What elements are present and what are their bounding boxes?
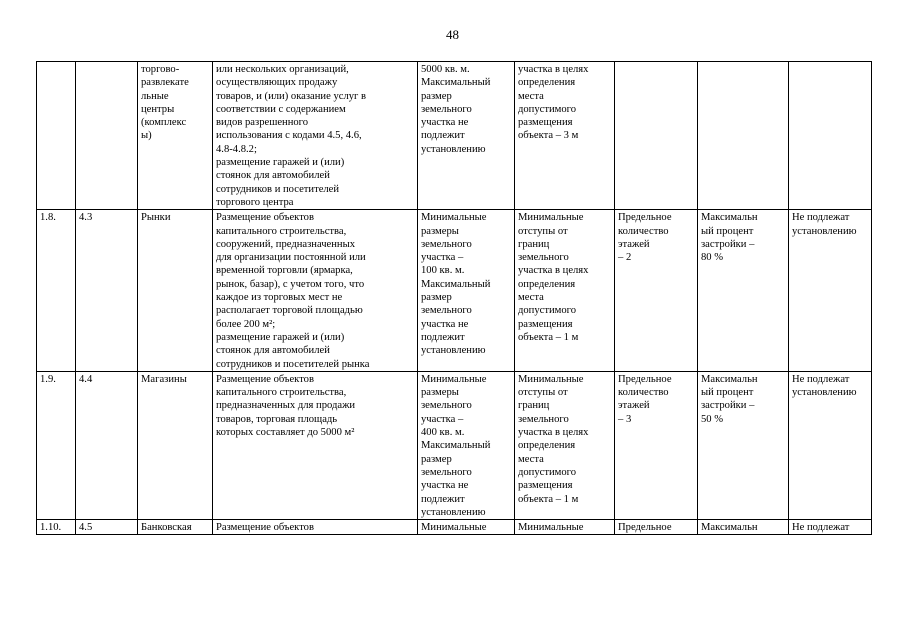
cell-text-line: Максимальн xyxy=(701,522,758,534)
cell-text-line: видов разрешенного xyxy=(216,117,309,129)
cell-text-line: земельного xyxy=(421,400,472,412)
cell-text-line: места xyxy=(518,90,544,102)
cell-text-line: 1.9. xyxy=(40,373,56,385)
cell-text-line: земельного xyxy=(421,238,472,250)
other-parameters-cell xyxy=(789,520,872,535)
use-name-cell xyxy=(138,62,213,210)
cell-text-line: торгово- xyxy=(141,64,180,75)
cell-text-line: 1.10. xyxy=(40,522,62,534)
cell-text-line: предназначенных для продажи xyxy=(216,400,356,412)
cell-text-line: Предельное xyxy=(618,522,672,534)
cell-text-line: участка – xyxy=(421,413,464,425)
coverage-percent-cell xyxy=(698,371,789,519)
cell-text-line: установлению xyxy=(421,143,486,155)
use-code-cell xyxy=(76,62,138,210)
cell-text-line: объекта – 1 м xyxy=(518,493,579,505)
cell-text-line: участка в целях xyxy=(518,427,589,439)
cell-text-line: Не подлежат xyxy=(792,522,850,534)
cell-text-line: застройки – xyxy=(701,238,755,250)
cell-text-line: объекта – 1 м xyxy=(518,331,579,343)
cell-text-line: Минимальные xyxy=(518,373,584,385)
cell-text-line: определения xyxy=(518,77,576,89)
cell-text-line: земельного xyxy=(421,466,472,478)
cell-text-line: Предельное xyxy=(618,373,672,385)
table-row xyxy=(37,520,872,535)
cell-text-line: – 2 xyxy=(618,252,632,264)
page-number: 48 xyxy=(446,27,459,42)
cell-text-line: капитального строительства, xyxy=(216,387,347,399)
use-code-cell xyxy=(76,520,138,535)
cell-text-line: Максимальный xyxy=(421,440,491,452)
cell-text-line: или нескольких организаций, xyxy=(216,64,349,75)
cell-text-line: 4.8-4.8.2; xyxy=(216,143,257,155)
cell-text-line: места xyxy=(518,292,544,304)
setback-cell xyxy=(515,210,615,372)
cell-text-line: участка не xyxy=(421,318,469,330)
row-number-cell xyxy=(37,62,76,210)
cell-text-line: Размещение объектов xyxy=(216,373,314,385)
cell-text-line: установлению xyxy=(792,225,857,237)
cell-text-line: Минимальные xyxy=(518,212,584,224)
cell-text-line: 4.5 xyxy=(79,522,93,534)
cell-text-line: сооружений, предназначенных xyxy=(216,238,356,250)
cell-text-line: Максимальн xyxy=(701,373,758,385)
cell-text-line: – 3 xyxy=(618,413,632,425)
cell-text-line: отступы от xyxy=(518,225,568,237)
cell-text-line: 400 кв. м. xyxy=(421,427,465,439)
cell-text-line: размеры xyxy=(421,225,459,237)
cell-text-line: Не подлежат xyxy=(792,373,850,385)
cell-text-line: допустимого xyxy=(518,466,577,478)
cell-text-line: земельного xyxy=(518,252,569,264)
cell-text-line: которых составляет до 5000 м² xyxy=(216,427,355,439)
cell-text-line: участка не xyxy=(421,117,469,129)
cell-text-line: установлению xyxy=(421,345,486,357)
cell-text-line: объекта – 3 м xyxy=(518,130,579,142)
cell-text-line: этажей xyxy=(618,238,650,250)
plot-size-cell xyxy=(418,371,515,519)
cell-text-line: допустимого xyxy=(518,305,577,317)
cell-text-line: Минимальные xyxy=(518,522,584,534)
cell-text-line: участка в целях xyxy=(518,64,589,75)
coverage-percent-cell xyxy=(698,520,789,535)
cell-text-line: количество xyxy=(618,225,669,237)
use-description-cell xyxy=(213,371,418,519)
cell-text-line: каждое из торговых мест не xyxy=(216,292,343,304)
cell-text-line: 100 кв. м. xyxy=(421,265,465,277)
cell-text-line: земельного xyxy=(421,305,472,317)
cell-text-line: Предельное xyxy=(618,212,672,224)
cell-text-line: 50 % xyxy=(701,413,724,425)
cell-text-line: Не подлежат xyxy=(792,212,850,224)
cell-text-line: сотрудников и посетителей xyxy=(216,183,340,195)
use-name-cell xyxy=(138,371,213,519)
cell-text-line: временной торговли (ярмарка, xyxy=(216,265,353,277)
cell-text-line: стоянок для автомобилей xyxy=(216,170,330,182)
cell-text-line: подлежит xyxy=(421,130,465,142)
cell-text-line: границ xyxy=(518,238,550,250)
cell-text-line: использования с кодами 4.5, 4.6, xyxy=(216,130,362,142)
use-name-cell xyxy=(138,520,213,535)
cell-text-line: размещения xyxy=(518,117,573,129)
use-description-cell xyxy=(213,62,418,210)
cell-text-line: подлежит xyxy=(421,493,465,505)
other-parameters-cell xyxy=(789,62,872,210)
setback-cell xyxy=(515,520,615,535)
cell-text-line: развлекате xyxy=(141,77,189,89)
cell-text-line: 4.3 xyxy=(79,212,93,224)
use-code-cell xyxy=(76,371,138,519)
cell-text-line: Максимальный xyxy=(421,278,491,290)
cell-text-line: определения xyxy=(518,440,576,452)
cell-text-line: земельного xyxy=(421,103,472,115)
cell-text-line: Рынки xyxy=(141,212,171,224)
row-number-cell xyxy=(37,520,76,535)
cell-text-line: рынок, базар), с учетом того, что xyxy=(216,278,365,290)
cell-text-line: (комплекс xyxy=(141,117,187,129)
cell-text-line: земельного xyxy=(518,413,569,425)
cell-text-line: Банковская xyxy=(141,522,192,534)
cell-text-line: Минимальные xyxy=(421,373,487,385)
cell-text-line: ый процент xyxy=(701,387,754,399)
cell-text-line: ы) xyxy=(141,130,152,142)
cell-text-line: ый процент xyxy=(701,225,754,237)
other-parameters-cell xyxy=(789,371,872,519)
cell-text-line: застройки – xyxy=(701,400,755,412)
cell-text-line: размещение гаражей и (или) xyxy=(216,157,345,169)
cell-text-line: капитального строительства, xyxy=(216,225,347,237)
row-number-cell xyxy=(37,210,76,372)
cell-text-line: места xyxy=(518,453,544,465)
cell-text-line: центры xyxy=(141,103,175,115)
cell-text-line: Максимальн xyxy=(701,212,758,224)
setback-cell xyxy=(515,371,615,519)
cell-text-line: 1.8. xyxy=(40,212,56,224)
cell-text-line: стоянок для автомобилей xyxy=(216,345,330,357)
cell-text-line: количество xyxy=(618,387,669,399)
cell-text-line: Максимальный xyxy=(421,77,491,89)
cell-text-line: 5000 кв. м. xyxy=(421,64,470,75)
cell-text-line: Магазины xyxy=(141,373,187,385)
plot-size-cell xyxy=(418,210,515,372)
cell-text-line: размещение гаражей и (или) xyxy=(216,331,345,343)
row-number-cell xyxy=(37,371,76,519)
floors-limit-cell xyxy=(615,371,698,519)
cell-text-line: отступы от xyxy=(518,387,568,399)
cell-text-line: определения xyxy=(518,278,576,290)
cell-text-line: участка в целях xyxy=(518,265,589,277)
other-parameters-cell xyxy=(789,210,872,372)
table-row xyxy=(37,210,872,372)
cell-text-line: установлению xyxy=(421,506,486,518)
cell-text-line: располагает торговой площадью xyxy=(216,305,363,317)
cell-text-line: Размещение объектов xyxy=(216,212,314,224)
cell-text-line: размер xyxy=(421,90,452,102)
table-row xyxy=(37,62,872,210)
floors-limit-cell xyxy=(615,210,698,372)
use-name-cell xyxy=(138,210,213,372)
cell-text-line: Размещение объектов xyxy=(216,522,314,534)
cell-text-line: 4.4 xyxy=(79,373,93,385)
cell-text-line: участка не xyxy=(421,480,469,492)
cell-text-line: для организации постоянной или xyxy=(216,252,366,264)
table-row xyxy=(37,371,872,519)
cell-text-line: осуществляющих продажу xyxy=(216,77,338,89)
cell-text-line: размеры xyxy=(421,387,459,399)
cell-text-line: более 200 м²; xyxy=(216,318,276,330)
cell-text-line: льные xyxy=(141,90,169,102)
cell-text-line: сотрудников и посетителей рынка xyxy=(216,358,370,370)
plot-size-cell xyxy=(418,62,515,210)
regulations-table xyxy=(36,61,872,535)
cell-text-line: торгового центра xyxy=(216,196,294,208)
use-description-cell xyxy=(213,210,418,372)
setback-cell xyxy=(515,62,615,210)
cell-text-line: размещения xyxy=(518,318,573,330)
cell-text-line: размер xyxy=(421,292,452,304)
cell-text-line: соответствии с содержанием xyxy=(216,103,346,115)
cell-text-line: этажей xyxy=(618,400,650,412)
cell-text-line: Минимальные xyxy=(421,212,487,224)
cell-text-line: Минимальные xyxy=(421,522,487,534)
cell-text-line: 80 % xyxy=(701,252,724,264)
cell-text-line: размер xyxy=(421,453,452,465)
cell-text-line: границ xyxy=(518,400,550,412)
plot-size-cell xyxy=(418,520,515,535)
cell-text-line: участка – xyxy=(421,252,464,264)
coverage-percent-cell xyxy=(698,62,789,210)
cell-text-line: установлению xyxy=(792,387,857,399)
cell-text-line: товаров, и (или) оказание услуг в xyxy=(216,90,367,102)
cell-text-line: допустимого xyxy=(518,103,577,115)
cell-text-line: товаров, торговая площадь xyxy=(216,413,338,425)
coverage-percent-cell xyxy=(698,210,789,372)
cell-text-line: размещения xyxy=(518,480,573,492)
use-description-cell xyxy=(213,520,418,535)
cell-text-line: подлежит xyxy=(421,331,465,343)
floors-limit-cell xyxy=(615,520,698,535)
floors-limit-cell xyxy=(615,62,698,210)
use-code-cell xyxy=(76,210,138,372)
